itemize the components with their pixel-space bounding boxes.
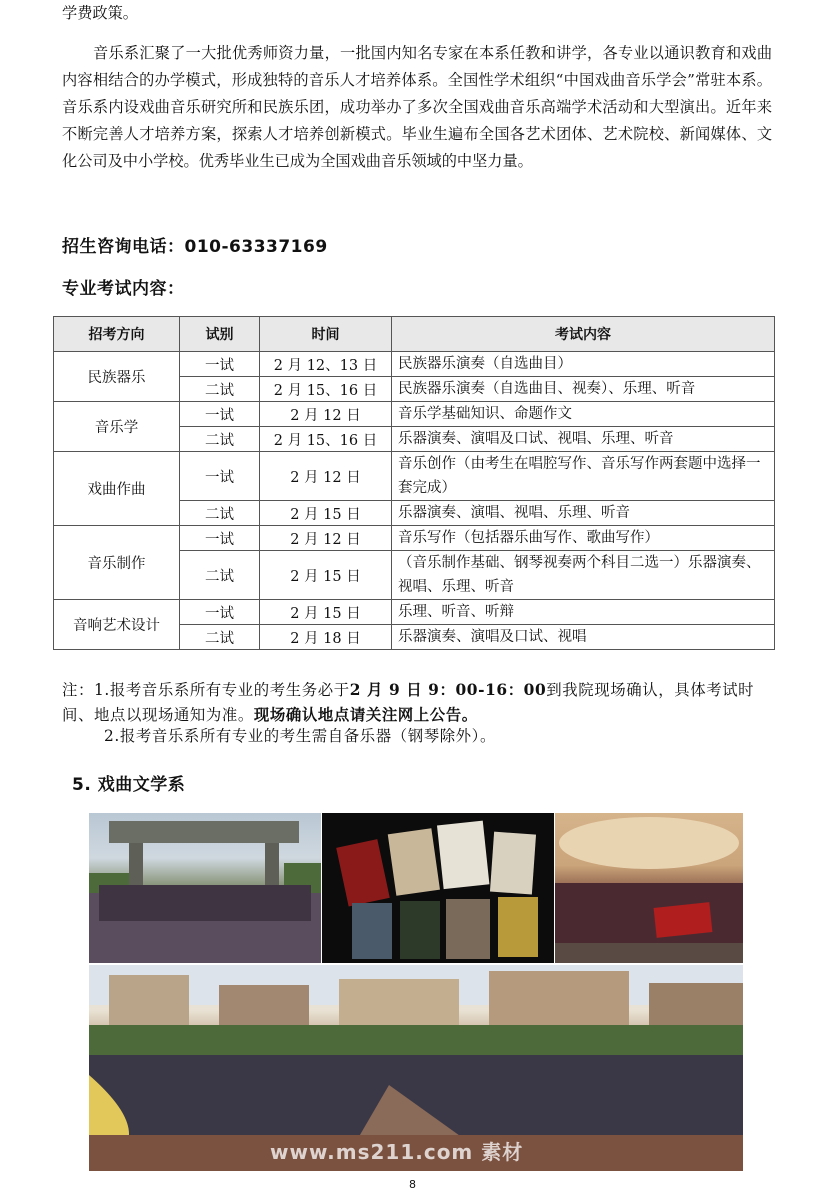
date-cell: 2 月 15、16 日 — [260, 427, 392, 452]
round-cell: 二试 — [180, 625, 260, 650]
note-1 — [62, 678, 774, 728]
books-photo — [322, 813, 554, 963]
note-1-intro: 注：1.报考音乐系所有专业的考生务必于 — [62, 681, 350, 699]
table-row — [54, 600, 775, 625]
date-cell: 2 月 18 日 — [260, 625, 392, 650]
date-cell: 2 月 15 日 — [260, 551, 392, 600]
date-cell: 2 月 15 日 — [260, 600, 392, 625]
group-photo-gate — [89, 813, 321, 963]
date-cell: 2 月 12 日 — [260, 452, 392, 501]
intro-tail-text: 学费政策。 — [62, 4, 138, 22]
books-photo-image — [322, 813, 554, 963]
content-cell: 民族器乐演奏（自选曲目） — [392, 352, 775, 377]
note-1-announcement: 现场确认地点请关注网上公告。 — [253, 706, 478, 724]
table-row — [54, 352, 775, 377]
date-cell: 2 月 12、13 日 — [260, 352, 392, 377]
exam-content-heading: 专业考试内容： — [62, 279, 185, 299]
content-cell: 民族器乐演奏（自选曲目、视奏）、乐理、听音 — [392, 377, 775, 402]
content-cell: 音乐创作（由考生在唱腔写作、音乐写作两套题中选择一套完成） — [392, 452, 775, 501]
watermark-text: www.ms211.com 素材 — [270, 1140, 524, 1164]
note-1-time: 2 月 9 日 9：00-16：00 — [349, 681, 547, 699]
content-cell: 乐器演奏、演唱及口试、视唱 — [392, 625, 775, 650]
date-cell: 2 月 12 日 — [260, 526, 392, 551]
header-round: 试别 — [180, 317, 260, 352]
round-cell: 二试 — [180, 377, 260, 402]
round-cell: 一试 — [180, 352, 260, 377]
round-cell: 一试 — [180, 402, 260, 427]
table-row — [54, 402, 775, 427]
table-row — [54, 452, 775, 501]
group-photo-gate-image — [89, 813, 321, 963]
direction-cell: 民族器乐 — [54, 352, 180, 402]
table-header-row — [54, 317, 775, 352]
date-cell: 2 月 15、16 日 — [260, 377, 392, 402]
note-1-middle: 到我院现场确认，具体考试时间、地点以现场通知为准。 — [62, 681, 755, 724]
page-number: 8 — [409, 1178, 416, 1191]
note-2: 2.报考音乐系所有专业的考生需自备乐器（钢琴除外）。 — [104, 727, 496, 745]
header-direction: 招考方向 — [54, 317, 180, 352]
round-cell: 一试 — [180, 452, 260, 501]
content-cell: 乐器演奏、演唱、视唱、乐理、听音 — [392, 501, 775, 526]
photo-collage — [89, 813, 743, 1171]
content-cell: （音乐制作基础、钢琴视奏两个科目二选一）乐器演奏、视唱、乐理、听音 — [392, 551, 775, 600]
table-row — [54, 526, 775, 551]
header-date: 时间 — [260, 317, 392, 352]
exam-schedule-table — [53, 316, 775, 650]
content-cell: 乐器演奏、演唱及口试、视唱、乐理、听音 — [392, 427, 775, 452]
content-cell: 音乐学基础知识、命题作文 — [392, 402, 775, 427]
direction-cell: 音响艺术设计 — [54, 600, 180, 650]
date-cell: 2 月 15 日 — [260, 501, 392, 526]
round-cell: 一试 — [180, 526, 260, 551]
round-cell: 二试 — [180, 501, 260, 526]
hall-group-photo — [555, 813, 743, 963]
section-heading: 5. 戏曲文学系 — [72, 775, 186, 795]
round-cell: 二试 — [180, 427, 260, 452]
content-cell: 乐理、听音、听辩 — [392, 600, 775, 625]
direction-cell: 音乐学 — [54, 402, 180, 452]
direction-cell: 音乐制作 — [54, 526, 180, 600]
round-cell: 二试 — [180, 551, 260, 600]
content-cell: 音乐写作（包括器乐曲写作、歌曲写作） — [392, 526, 775, 551]
hall-group-photo-image — [555, 813, 743, 963]
round-cell: 一试 — [180, 600, 260, 625]
header-content: 考试内容 — [392, 317, 775, 352]
direction-cell: 戏曲作曲 — [54, 452, 180, 526]
department-paragraph: 音乐系汇聚了一大批优秀师资力量，一批国内知名专家在本系任教和讲学，各专业以通识教育和戏曲内容相结合的办学模式，形成独特的音乐人才培养体系。全国性学术组织“中国戏曲音乐学会”常驻本系。音乐系内设戏曲音乐研究所和民族乐团，成功举办了多次全国戏曲音乐高端学术活动和大型演出。近年来不断完善人才培养方案，探索人才培养创新模式。毕业生遍布全国各艺术团体、艺术院校、新闻媒体、文化公司及中小学校。优秀毕业生已成为全国戏曲音乐领域的中坚力量。 — [62, 44, 772, 170]
admission-phone-heading: 招生咨询电话：010-63337169 — [62, 237, 328, 257]
date-cell: 2 月 12 日 — [260, 402, 392, 427]
